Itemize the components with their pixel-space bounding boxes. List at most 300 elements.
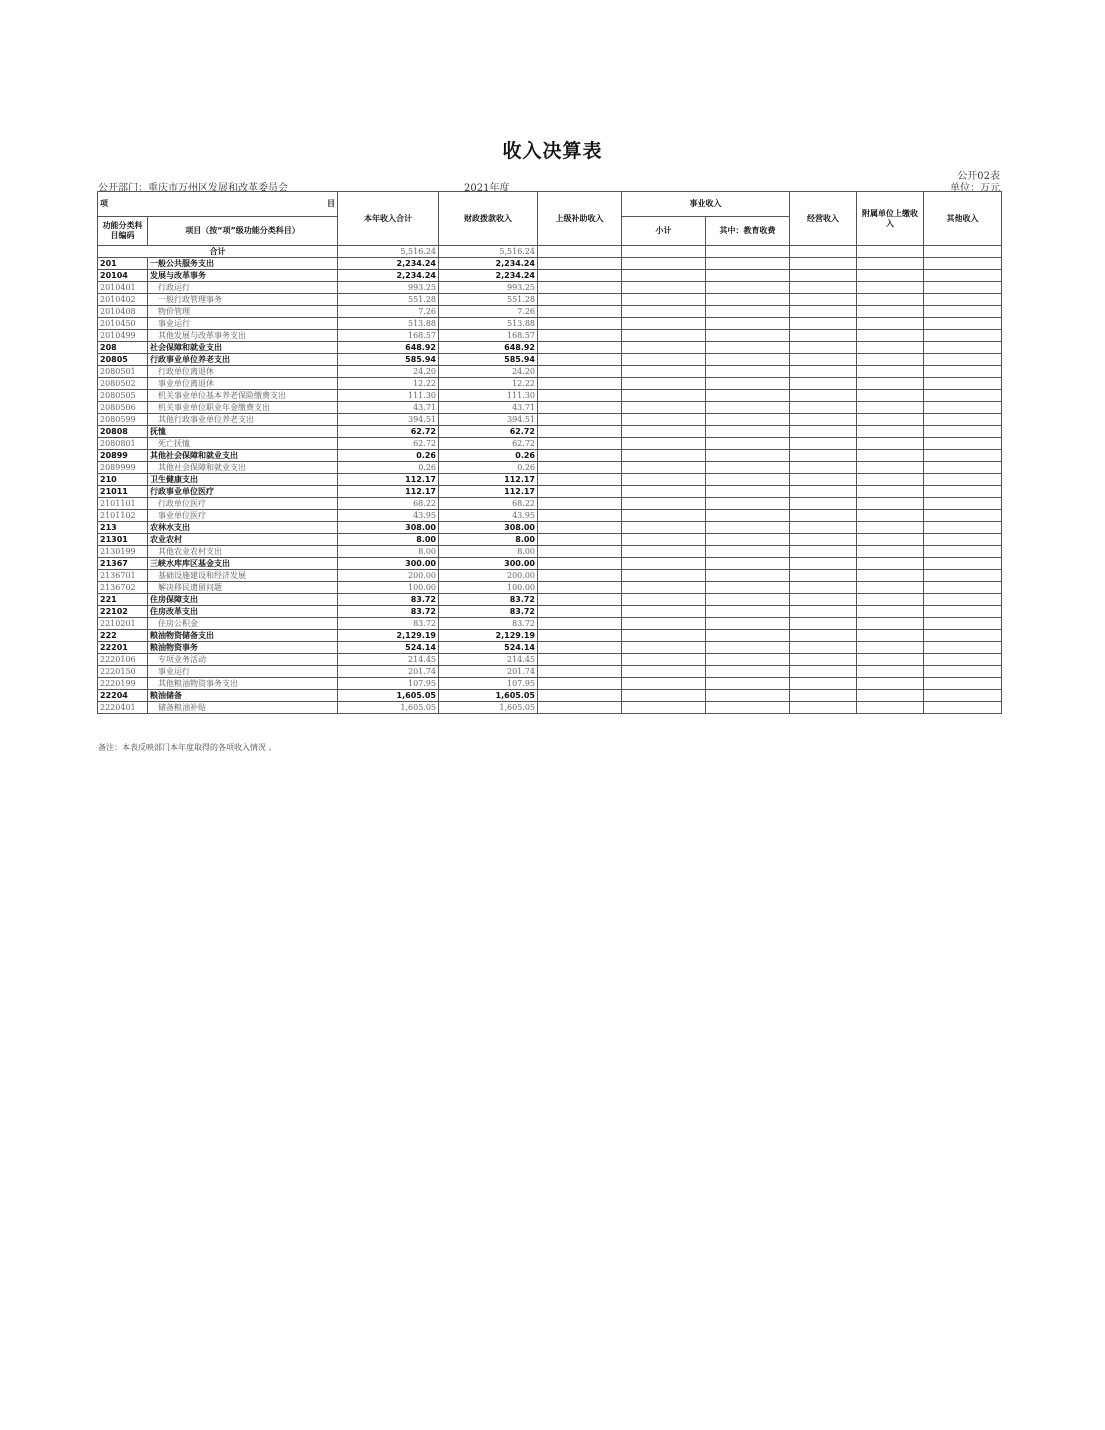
cell-empty (790, 258, 857, 270)
cell-empty (538, 354, 622, 366)
table-row (98, 306, 1002, 318)
cell-empty (706, 594, 790, 606)
header-business-edu: 其中：教育收费 (706, 217, 790, 246)
cell-empty (857, 486, 924, 498)
table-row (98, 378, 1002, 390)
cell-total: 168.57 (338, 330, 439, 342)
cell-empty (622, 462, 706, 474)
cell-empty (622, 438, 706, 450)
cell-empty (538, 546, 622, 558)
cell-fiscal: 8.00 (439, 534, 538, 546)
table-row (98, 438, 1002, 450)
cell-empty (538, 630, 622, 642)
cell-empty (790, 690, 857, 702)
table-row (98, 414, 1002, 426)
cell-empty (790, 330, 857, 342)
cell-empty (857, 630, 924, 642)
cell-empty (857, 690, 924, 702)
cell-code: 2220199 (98, 678, 148, 690)
cell-empty (538, 666, 622, 678)
cell-empty (857, 654, 924, 666)
table-row (98, 390, 1002, 402)
cell-empty (706, 570, 790, 582)
cell-empty (857, 342, 924, 354)
cell-empty (924, 462, 1002, 474)
cell-empty (924, 510, 1002, 522)
cell-empty (706, 534, 790, 546)
header-name: 项目（按“项”级功能分类科目） (148, 217, 338, 246)
cell-code: 22201 (98, 642, 148, 654)
cell-empty (706, 486, 790, 498)
cell-total: 2,129.19 (338, 630, 439, 642)
cell-empty (857, 498, 924, 510)
cell-empty (622, 402, 706, 414)
header-project: 项 目 (98, 192, 338, 217)
cell-total: 0.26 (338, 462, 439, 474)
cell-fiscal: 62.72 (439, 426, 538, 438)
cell-empty (924, 330, 1002, 342)
table-row (98, 606, 1002, 618)
cell-empty (538, 474, 622, 486)
table-row (98, 522, 1002, 534)
cell-empty (538, 306, 622, 318)
cell-empty (790, 426, 857, 438)
cell-total: 648.92 (338, 342, 439, 354)
cell-code: 2010499 (98, 330, 148, 342)
cell-empty (924, 654, 1002, 666)
cell-total: 8.00 (338, 534, 439, 546)
cell-empty (790, 366, 857, 378)
cell-empty (857, 378, 924, 390)
cell-empty (622, 582, 706, 594)
cell-empty (622, 270, 706, 282)
table-row (98, 270, 1002, 282)
cell-empty (706, 642, 790, 654)
cell-empty (924, 474, 1002, 486)
cell-name: 行政事业单位医疗 (148, 486, 338, 498)
table-row (98, 402, 1002, 414)
cell-empty (622, 606, 706, 618)
cell-empty (790, 522, 857, 534)
cell-total: 585.94 (338, 354, 439, 366)
total-label: 合计 (98, 246, 338, 258)
cell-total: 214.45 (338, 654, 439, 666)
cell-empty (538, 678, 622, 690)
cell-empty (790, 654, 857, 666)
cell-empty (622, 522, 706, 534)
cell-fiscal: 524.14 (439, 642, 538, 654)
cell-empty (622, 618, 706, 630)
cell-fiscal: 2,234.24 (439, 270, 538, 282)
cell-code: 2080501 (98, 366, 148, 378)
table-row (98, 594, 1002, 606)
cell-total: 524.14 (338, 642, 439, 654)
table-row (98, 678, 1002, 690)
cell-code: 21301 (98, 534, 148, 546)
cell-code: 20104 (98, 270, 148, 282)
cell-fiscal: 0.26 (439, 462, 538, 474)
cell-total: 0.26 (338, 450, 439, 462)
cell-code: 22204 (98, 690, 148, 702)
cell-empty (857, 702, 924, 714)
cell-empty (924, 486, 1002, 498)
cell-total: 551.28 (338, 294, 439, 306)
cell-empty (622, 450, 706, 462)
cell-name: 行政运行 (148, 282, 338, 294)
cell-empty (706, 450, 790, 462)
cell-name: 行政事业单位养老支出 (148, 354, 338, 366)
cell-empty (857, 354, 924, 366)
cell-name: 一般公共服务支出 (148, 258, 338, 270)
table-row (98, 558, 1002, 570)
cell-empty (857, 270, 924, 282)
cell-empty (706, 510, 790, 522)
cell-empty (706, 582, 790, 594)
cell-empty (706, 618, 790, 630)
cell-empty (622, 678, 706, 690)
table-row (98, 342, 1002, 354)
cell-empty (622, 330, 706, 342)
cell-empty (622, 426, 706, 438)
cell-empty (857, 594, 924, 606)
cell-empty (622, 558, 706, 570)
cell-empty (538, 654, 622, 666)
cell-empty (622, 342, 706, 354)
cell-empty (857, 246, 924, 258)
cell-empty (857, 450, 924, 462)
cell-total: 308.00 (338, 522, 439, 534)
cell-empty (622, 666, 706, 678)
cell-fiscal: 200.00 (439, 570, 538, 582)
table-row (98, 462, 1002, 474)
cell-code: 20808 (98, 426, 148, 438)
cell-total: 43.95 (338, 510, 439, 522)
table-row (98, 354, 1002, 366)
cell-empty (857, 366, 924, 378)
cell-empty (706, 666, 790, 678)
cell-empty (706, 306, 790, 318)
table-row (98, 642, 1002, 654)
cell-empty (538, 462, 622, 474)
cell-empty (706, 258, 790, 270)
cell-code: 2010401 (98, 282, 148, 294)
cell-total: 513.88 (338, 318, 439, 330)
cell-total: 201.74 (338, 666, 439, 678)
cell-empty (790, 534, 857, 546)
cell-code: 2080506 (98, 402, 148, 414)
table-row (98, 258, 1002, 270)
cell-total: 83.72 (338, 618, 439, 630)
cell-total: 300.00 (338, 558, 439, 570)
cell-empty (790, 450, 857, 462)
cell-empty (538, 606, 622, 618)
cell-empty (790, 438, 857, 450)
cell-fiscal: 1,605.05 (439, 702, 538, 714)
cell-empty (924, 522, 1002, 534)
cell-empty (706, 690, 790, 702)
cell-empty (924, 294, 1002, 306)
cell-fiscal: 107.95 (439, 678, 538, 690)
table-row (98, 450, 1002, 462)
cell-empty (857, 618, 924, 630)
cell-empty (857, 330, 924, 342)
cell-fiscal: 111.30 (439, 390, 538, 402)
income-table (97, 191, 1002, 714)
cell-empty (706, 402, 790, 414)
table-row (98, 486, 1002, 498)
cell-empty (924, 402, 1002, 414)
cell-name: 储备粮油补贴 (148, 702, 338, 714)
table-row (98, 546, 1002, 558)
cell-empty (538, 522, 622, 534)
cell-empty (706, 294, 790, 306)
cell-empty (924, 546, 1002, 558)
cell-empty (790, 294, 857, 306)
cell-fiscal: 100.00 (439, 582, 538, 594)
cell-empty (857, 426, 924, 438)
cell-fiscal: 112.17 (439, 474, 538, 486)
table-row (98, 330, 1002, 342)
cell-name: 行政单位医疗 (148, 498, 338, 510)
total-amount: 5,516.24 (338, 246, 439, 258)
cell-fiscal: 83.72 (439, 618, 538, 630)
cell-name: 社会保障和就业支出 (148, 342, 338, 354)
cell-fiscal: 300.00 (439, 558, 538, 570)
cell-total: 2,234.24 (338, 258, 439, 270)
cell-fiscal: 12.22 (439, 378, 538, 390)
cell-name: 一般行政管理事务 (148, 294, 338, 306)
cell-total: 112.17 (338, 486, 439, 498)
cell-empty (622, 594, 706, 606)
cell-code: 2220401 (98, 702, 148, 714)
cell-name: 粮油储备 (148, 690, 338, 702)
cell-empty (924, 594, 1002, 606)
cell-name: 事业运行 (148, 318, 338, 330)
cell-empty (857, 282, 924, 294)
cell-name: 住房公积金 (148, 618, 338, 630)
cell-empty (538, 258, 622, 270)
department-label: 公开部门：重庆市万州区发展和改革委员会 (98, 183, 288, 194)
table-row (98, 534, 1002, 546)
cell-empty (857, 678, 924, 690)
cell-empty (924, 690, 1002, 702)
cell-empty (857, 414, 924, 426)
table-note: 备注：本表反映部门本年度取得的各项收入情况 。 (98, 743, 277, 752)
cell-fiscal: 83.72 (439, 594, 538, 606)
cell-empty (538, 294, 622, 306)
fiscal-year: 2021年度 (464, 183, 510, 194)
cell-empty (857, 642, 924, 654)
cell-empty (857, 306, 924, 318)
table-row (98, 426, 1002, 438)
cell-code: 21011 (98, 486, 148, 498)
form-number: 公开02表 (957, 171, 1000, 182)
cell-empty (706, 474, 790, 486)
cell-fiscal: 308.00 (439, 522, 538, 534)
cell-empty (924, 606, 1002, 618)
table-row (98, 318, 1002, 330)
cell-code: 2136702 (98, 582, 148, 594)
header-other: 其他收入 (924, 192, 1002, 246)
cell-empty (706, 246, 790, 258)
cell-empty (790, 642, 857, 654)
cell-empty (538, 330, 622, 342)
cell-fiscal: 551.28 (439, 294, 538, 306)
cell-empty (706, 558, 790, 570)
cell-empty (538, 402, 622, 414)
cell-empty (924, 702, 1002, 714)
cell-empty (790, 354, 857, 366)
header-operating: 经营收入 (790, 192, 857, 246)
table-row (98, 498, 1002, 510)
cell-empty (857, 534, 924, 546)
cell-name: 基础设施建设和经济发展 (148, 570, 338, 582)
cell-empty (790, 474, 857, 486)
cell-empty (857, 474, 924, 486)
cell-name: 其他行政事业单位养老支出 (148, 414, 338, 426)
cell-empty (924, 630, 1002, 642)
cell-empty (706, 342, 790, 354)
cell-total: 1,605.05 (338, 702, 439, 714)
cell-empty (538, 702, 622, 714)
cell-empty (790, 498, 857, 510)
cell-empty (622, 318, 706, 330)
cell-empty (790, 282, 857, 294)
cell-empty (622, 414, 706, 426)
cell-fiscal: 24.20 (439, 366, 538, 378)
cell-empty (857, 390, 924, 402)
cell-code: 213 (98, 522, 148, 534)
cell-total: 993.25 (338, 282, 439, 294)
cell-empty (790, 510, 857, 522)
cell-empty (790, 390, 857, 402)
cell-empty (706, 378, 790, 390)
cell-empty (622, 474, 706, 486)
cell-empty (857, 666, 924, 678)
cell-code: 2220106 (98, 654, 148, 666)
cell-empty (924, 246, 1002, 258)
cell-empty (622, 630, 706, 642)
header-business: 事业收入 (622, 192, 790, 217)
cell-empty (857, 606, 924, 618)
cell-empty (706, 462, 790, 474)
cell-empty (857, 438, 924, 450)
table-row (98, 654, 1002, 666)
cell-name: 其他粮油物资事务支出 (148, 678, 338, 690)
cell-empty (706, 414, 790, 426)
cell-empty (538, 318, 622, 330)
cell-name: 粮油物资事务 (148, 642, 338, 654)
cell-empty (706, 498, 790, 510)
cell-fiscal: 513.88 (439, 318, 538, 330)
cell-empty (706, 366, 790, 378)
cell-empty (790, 630, 857, 642)
cell-code: 20899 (98, 450, 148, 462)
cell-empty (706, 318, 790, 330)
cell-total: 107.95 (338, 678, 439, 690)
cell-name: 三峡水库库区基金支出 (148, 558, 338, 570)
cell-empty (790, 414, 857, 426)
cell-empty (622, 534, 706, 546)
cell-empty (538, 246, 622, 258)
cell-empty (924, 354, 1002, 366)
cell-total: 200.00 (338, 570, 439, 582)
cell-code: 20805 (98, 354, 148, 366)
cell-empty (538, 618, 622, 630)
table-row (98, 666, 1002, 678)
cell-empty (924, 426, 1002, 438)
cell-empty (857, 582, 924, 594)
cell-fiscal: 214.45 (439, 654, 538, 666)
cell-total: 111.30 (338, 390, 439, 402)
cell-empty (622, 546, 706, 558)
cell-total: 7.26 (338, 306, 439, 318)
cell-code: 201 (98, 258, 148, 270)
cell-empty (622, 390, 706, 402)
cell-empty (924, 414, 1002, 426)
cell-empty (538, 510, 622, 522)
cell-fiscal: 585.94 (439, 354, 538, 366)
cell-empty (538, 594, 622, 606)
cell-empty (622, 498, 706, 510)
header-superior: 上级补助收入 (538, 192, 622, 246)
cell-fiscal: 201.74 (439, 666, 538, 678)
cell-empty (924, 534, 1002, 546)
cell-empty (622, 354, 706, 366)
cell-name: 物价管理 (148, 306, 338, 318)
cell-empty (706, 330, 790, 342)
cell-empty (622, 654, 706, 666)
cell-fiscal: 394.51 (439, 414, 538, 426)
cell-empty (924, 678, 1002, 690)
cell-empty (538, 438, 622, 450)
cell-empty (790, 570, 857, 582)
cell-empty (622, 486, 706, 498)
cell-empty (857, 510, 924, 522)
cell-empty (924, 438, 1002, 450)
cell-fiscal: 43.95 (439, 510, 538, 522)
cell-fiscal: 2,234.24 (439, 258, 538, 270)
cell-empty (538, 282, 622, 294)
cell-empty (924, 366, 1002, 378)
cell-code: 2080599 (98, 414, 148, 426)
cell-empty (857, 462, 924, 474)
cell-empty (706, 606, 790, 618)
cell-empty (622, 378, 706, 390)
header-code: 功能分类科目编码 (98, 217, 148, 246)
cell-empty (857, 318, 924, 330)
cell-empty (924, 282, 1002, 294)
table-row (98, 630, 1002, 642)
cell-empty (857, 546, 924, 558)
cell-code: 2130199 (98, 546, 148, 558)
cell-code: 2010402 (98, 294, 148, 306)
cell-empty (538, 690, 622, 702)
cell-name: 专项业务活动 (148, 654, 338, 666)
cell-empty (790, 606, 857, 618)
cell-name: 事业单位医疗 (148, 510, 338, 522)
table-row (98, 282, 1002, 294)
cell-code: 2101102 (98, 510, 148, 522)
cell-empty (538, 270, 622, 282)
table-body (98, 246, 1002, 714)
cell-code: 2010450 (98, 318, 148, 330)
total-row (98, 246, 1002, 258)
cell-empty (538, 570, 622, 582)
cell-empty (790, 582, 857, 594)
cell-empty (924, 570, 1002, 582)
cell-empty (790, 342, 857, 354)
